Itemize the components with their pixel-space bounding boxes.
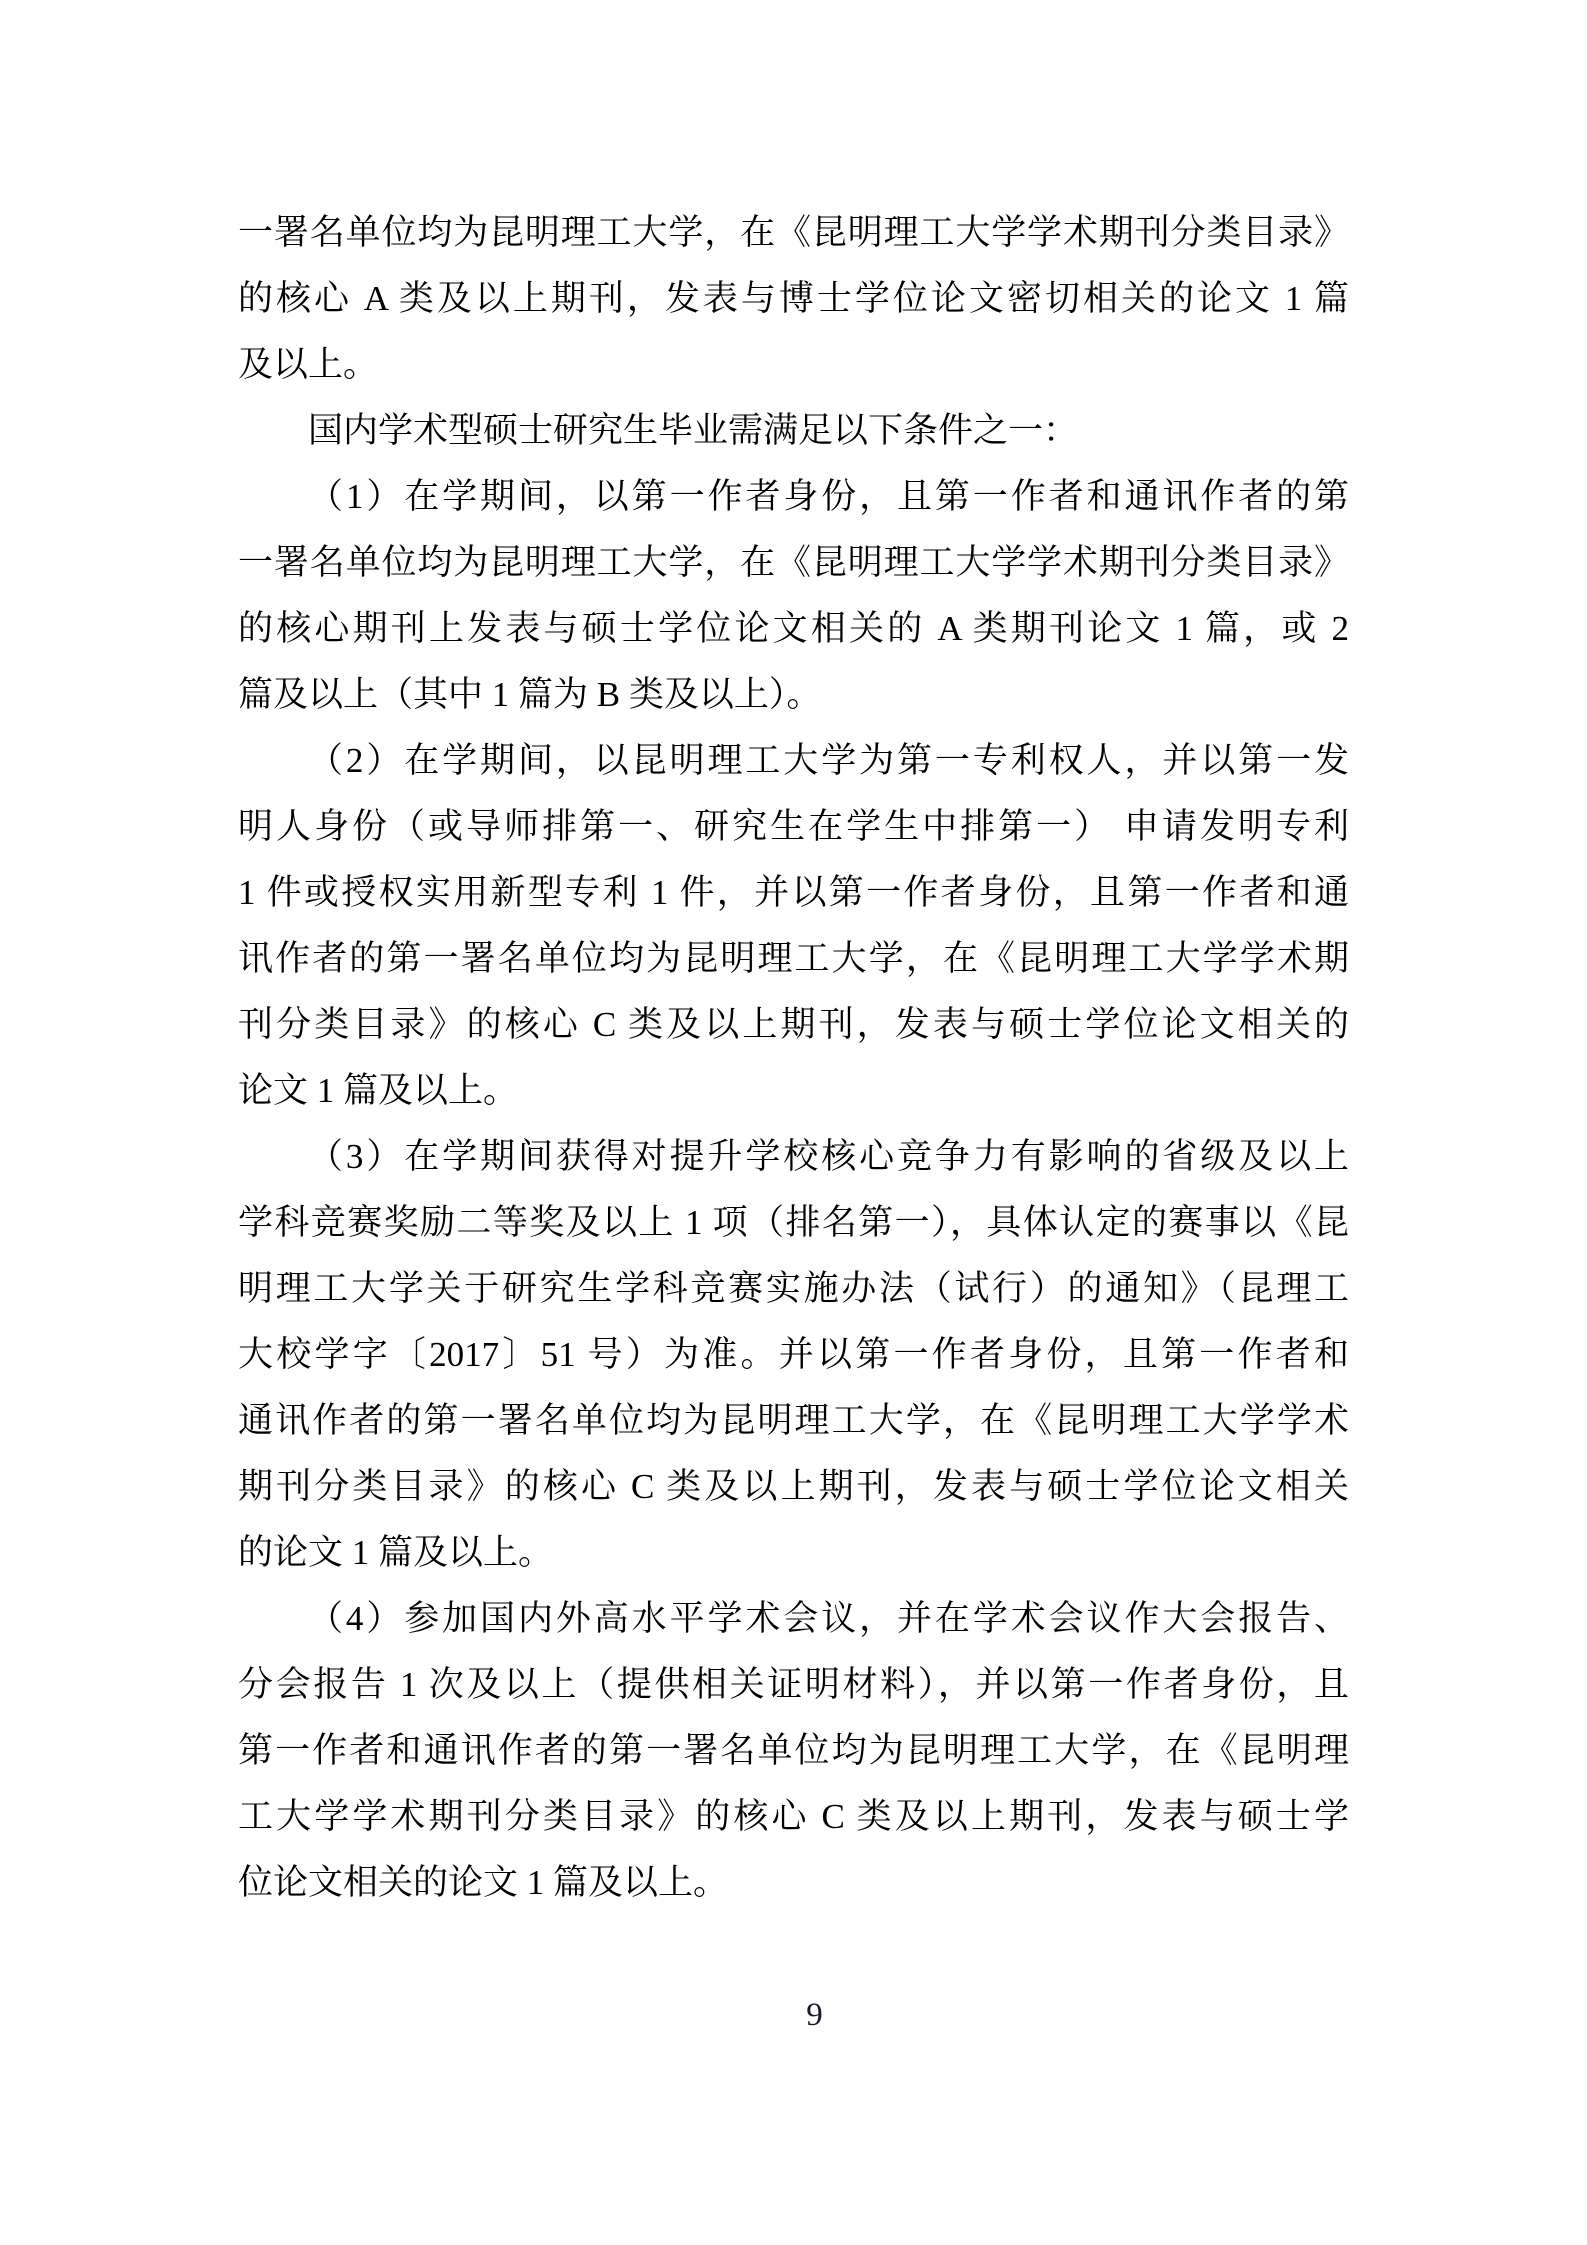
text-line: 明理工大学关于研究生学科竞赛实施办法（试行）的通知》（昆理工 <box>238 1269 1349 1308</box>
text-line: 的核心期刊上发表与硕士学位论文相关的 A 类期刊论文 1 篇，或 2 <box>238 609 1349 648</box>
text-line: 明人身份（或导师排第一、研究生在学生中排第一） 申请发明专利 <box>238 807 1349 846</box>
paragraph <box>238 200 1349 398</box>
text-line: 一署名单位均为昆明理工大学，在《昆明理工大学学术期刊分类目录》 <box>238 213 1349 252</box>
text-line: 期刊分类目录》的核心 C 类及以上期刊，发表与硕士学位论文相关 <box>238 1467 1349 1506</box>
text-line: （2）在学期间，以昆明理工大学为第一专利权人，并以第一发 <box>308 741 1349 780</box>
page-number: 9 <box>806 1997 823 2033</box>
text-line: 1 件或授权实用新型专利 1 件，并以第一作者身份，且第一作者和通 <box>238 873 1349 912</box>
text-line: 的核心 A 类及以上期刊，发表与博士学位论文密切相关的论文 1 篇 <box>238 279 1349 318</box>
paragraph <box>238 728 1349 1124</box>
paragraph <box>238 464 1349 728</box>
paragraph <box>238 398 1349 464</box>
text-block <box>238 200 1349 1916</box>
text-line: 通讯作者的第一署名单位均为昆明理工大学，在《昆明理工大学学术 <box>238 1401 1349 1440</box>
text-line: 一署名单位均为昆明理工大学，在《昆明理工大学学术期刊分类目录》 <box>238 543 1349 582</box>
text-line: （4）参加国内外高水平学术会议，并在学术会议作大会报告、 <box>308 1599 1349 1638</box>
text-line: 及以上。 <box>238 345 379 384</box>
text-line: （3）在学期间获得对提升学校核心竞争力有影响的省级及以上 <box>308 1137 1349 1176</box>
text-line: 篇及以上（其中 1 篇为 B 类及以上）。 <box>238 675 822 714</box>
text-line: 刊分类目录》的核心 C 类及以上期刊，发表与硕士学位论文相关的 <box>238 1005 1349 1044</box>
paragraph <box>238 1124 1349 1586</box>
text-line: 国内学术型硕士研究生毕业需满足以下条件之一： <box>308 411 1079 450</box>
text-line: 的论文 1 篇及以上。 <box>238 1533 554 1572</box>
text-line: 第一作者和通讯作者的第一署名单位均为昆明理工大学，在《昆明理 <box>238 1731 1349 1770</box>
text-line: 分会报告 1 次及以上（提供相关证明材料），并以第一作者身份，且 <box>238 1665 1349 1704</box>
text-line: 论文 1 篇及以上。 <box>238 1071 519 1110</box>
text-line: 大校学字〔2017〕51 号）为准。并以第一作者身份，且第一作者和 <box>238 1335 1349 1374</box>
text-line: 位论文相关的论文 1 篇及以上。 <box>238 1863 729 1902</box>
text-line: 工大学学术期刊分类目录》的核心 C 类及以上期刊，发表与硕士学 <box>238 1797 1349 1836</box>
text-line: 学科竞赛奖励二等奖及以上 1 项（排名第一），具体认定的赛事以《昆 <box>238 1203 1349 1242</box>
text-line: （1）在学期间，以第一作者身份，且第一作者和通讯作者的第 <box>308 477 1349 516</box>
paragraph <box>238 1586 1349 1916</box>
text-line: 讯作者的第一署名单位均为昆明理工大学，在《昆明理工大学学术期 <box>238 939 1349 978</box>
